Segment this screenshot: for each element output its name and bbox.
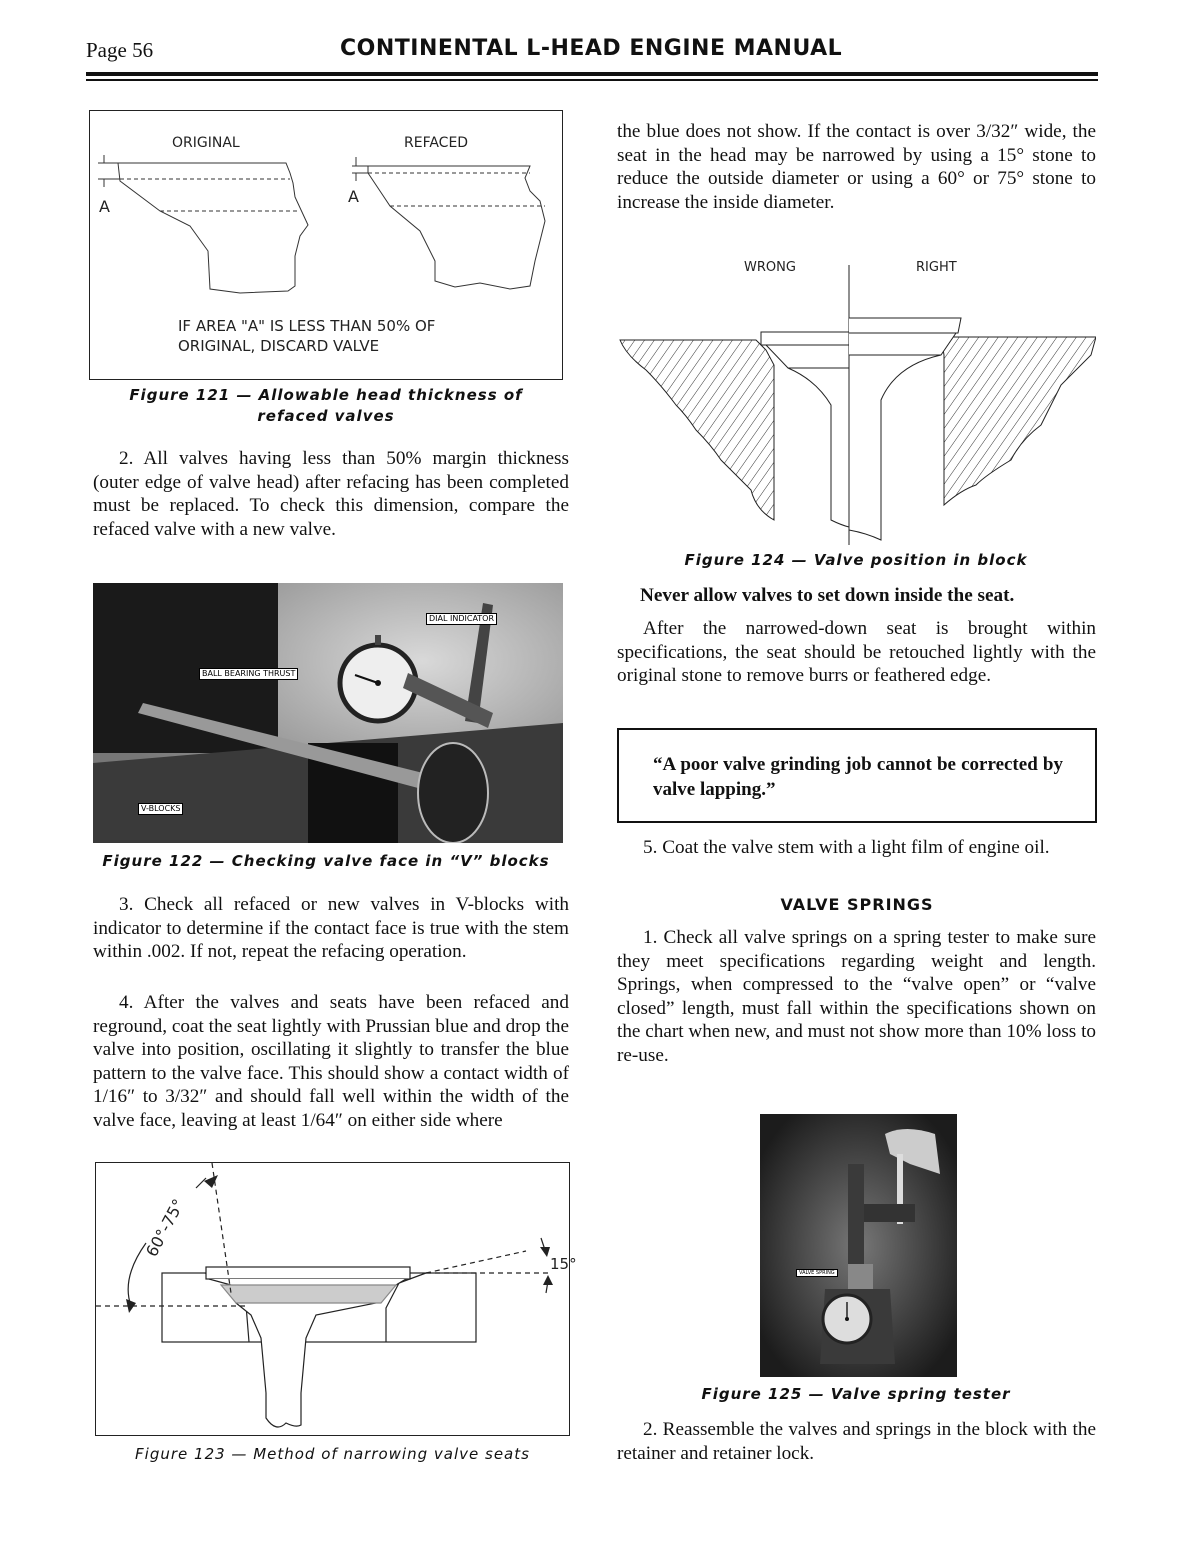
label-ball-bearing-thrust: BALL BEARING THRUST [199, 668, 298, 680]
figure-121 [89, 110, 563, 380]
discard-note-line1: IF AREA "A" IS LESS THAN 50% OF [178, 317, 436, 335]
angle-label-60-75: 60°-75° [142, 1195, 189, 1260]
valve-position-diagram [616, 255, 1096, 545]
warning-text: Never allow valves to set down inside the seat. [640, 585, 1015, 606]
label-refaced: REFACED [404, 135, 469, 151]
quote-box [617, 728, 1097, 823]
springs-paragraph-2: 2. Reassemble the valves and springs in the block with the retainer and retainer lock. [617, 1419, 1096, 1464]
label-area-a-refaced: A [348, 187, 359, 206]
label-original: ORIGINAL [172, 135, 240, 151]
paragraph-5: 5. Coat the valve stem with a light film of engine oil. [643, 837, 1050, 858]
figure-122-caption: Figure 122 — Checking valve face in “V” blocks [102, 852, 550, 870]
spring-tester-photo [760, 1114, 957, 1377]
paragraph-4: 4. After the valves and seats have been refaced and reground, coat the seat lightly with Prussian blue and drop the valve into position, oscillating it slightly to transfer the blue pattern to the valve face. This should show a contact width of 1/16″ to 3/32″ and should fall well within the width of the valve face, leaving at least 1/64″ on either side where [93, 992, 569, 1131]
springs-paragraph-1: 1. Check all valve springs on a spring tester to make sure they meet specifications regarding weight and length. Springs, when compressed to the “valve open” or “valve closed” length, must fall within the specifications shown on the chart when new, and must not show more than 10% loss to re-use. [617, 927, 1096, 1066]
paragraph-retouch: After the narrowed-down seat is brought within specifications, the seat should be retouched lightly with the original stone to remove burrs or feathered edge. [617, 618, 1096, 686]
figure-123-caption: Figure 123 — Method of narrowing valve seats [135, 1445, 530, 1463]
label-valve-spring: VALVE SPRING [796, 1269, 838, 1277]
paragraph-2: 2. All valves having less than 50% margin thickness (outer edge of valve head) after refacing has been completed must be replaced. To check this dimension, compare the refaced valve with a new valve. [93, 448, 569, 540]
header-rule-thin [86, 79, 1098, 81]
figure-122-photo [93, 583, 563, 843]
label-dial-indicator: DIAL INDICATOR [426, 613, 497, 625]
label-right: RIGHT [916, 260, 957, 275]
angle-label-15: 15° [550, 1255, 577, 1273]
figure-125-photo [760, 1114, 957, 1377]
figure-124 [616, 255, 1096, 545]
label-v-blocks: V-BLOCKS [138, 803, 183, 815]
figure-121-caption: Figure 121 — Allowable head thickness of refaced valves [129, 386, 523, 425]
label-wrong: WRONG [744, 260, 796, 275]
quote-text: “A poor valve grinding job cannot be corrected by valve lapping.” [653, 754, 1063, 800]
section-heading-valve-springs: VALVE SPRINGS [780, 895, 934, 914]
figure-123 [95, 1162, 577, 1436]
label-area-a-original: A [99, 197, 110, 216]
figure-125-caption: Figure 125 — Valve spring tester [701, 1385, 1011, 1403]
page-number: Page 56 [86, 38, 154, 62]
paragraph-4-continued: the blue does not show. If the contact is over 3/32″ wide, the seat in the head may be narrowed by using a 15° stone to reduce the outside diameter or using a 60° or 75° stone to increase the inside diameter. [617, 121, 1096, 213]
figure-124-caption: Figure 124 — Valve position in block [684, 551, 1028, 569]
manual-title: CONTINENTAL L-HEAD ENGINE MANUAL [340, 36, 843, 61]
discard-note-line2: ORIGINAL, DISCARD VALVE [178, 337, 380, 355]
paragraph-3: 3. Check all refaced or new valves in V-blocks with indicator to determine if the contact face is true with the stem within .002. If not, repeat the refacing operation. [93, 894, 569, 962]
header-rule-thick [86, 72, 1098, 76]
